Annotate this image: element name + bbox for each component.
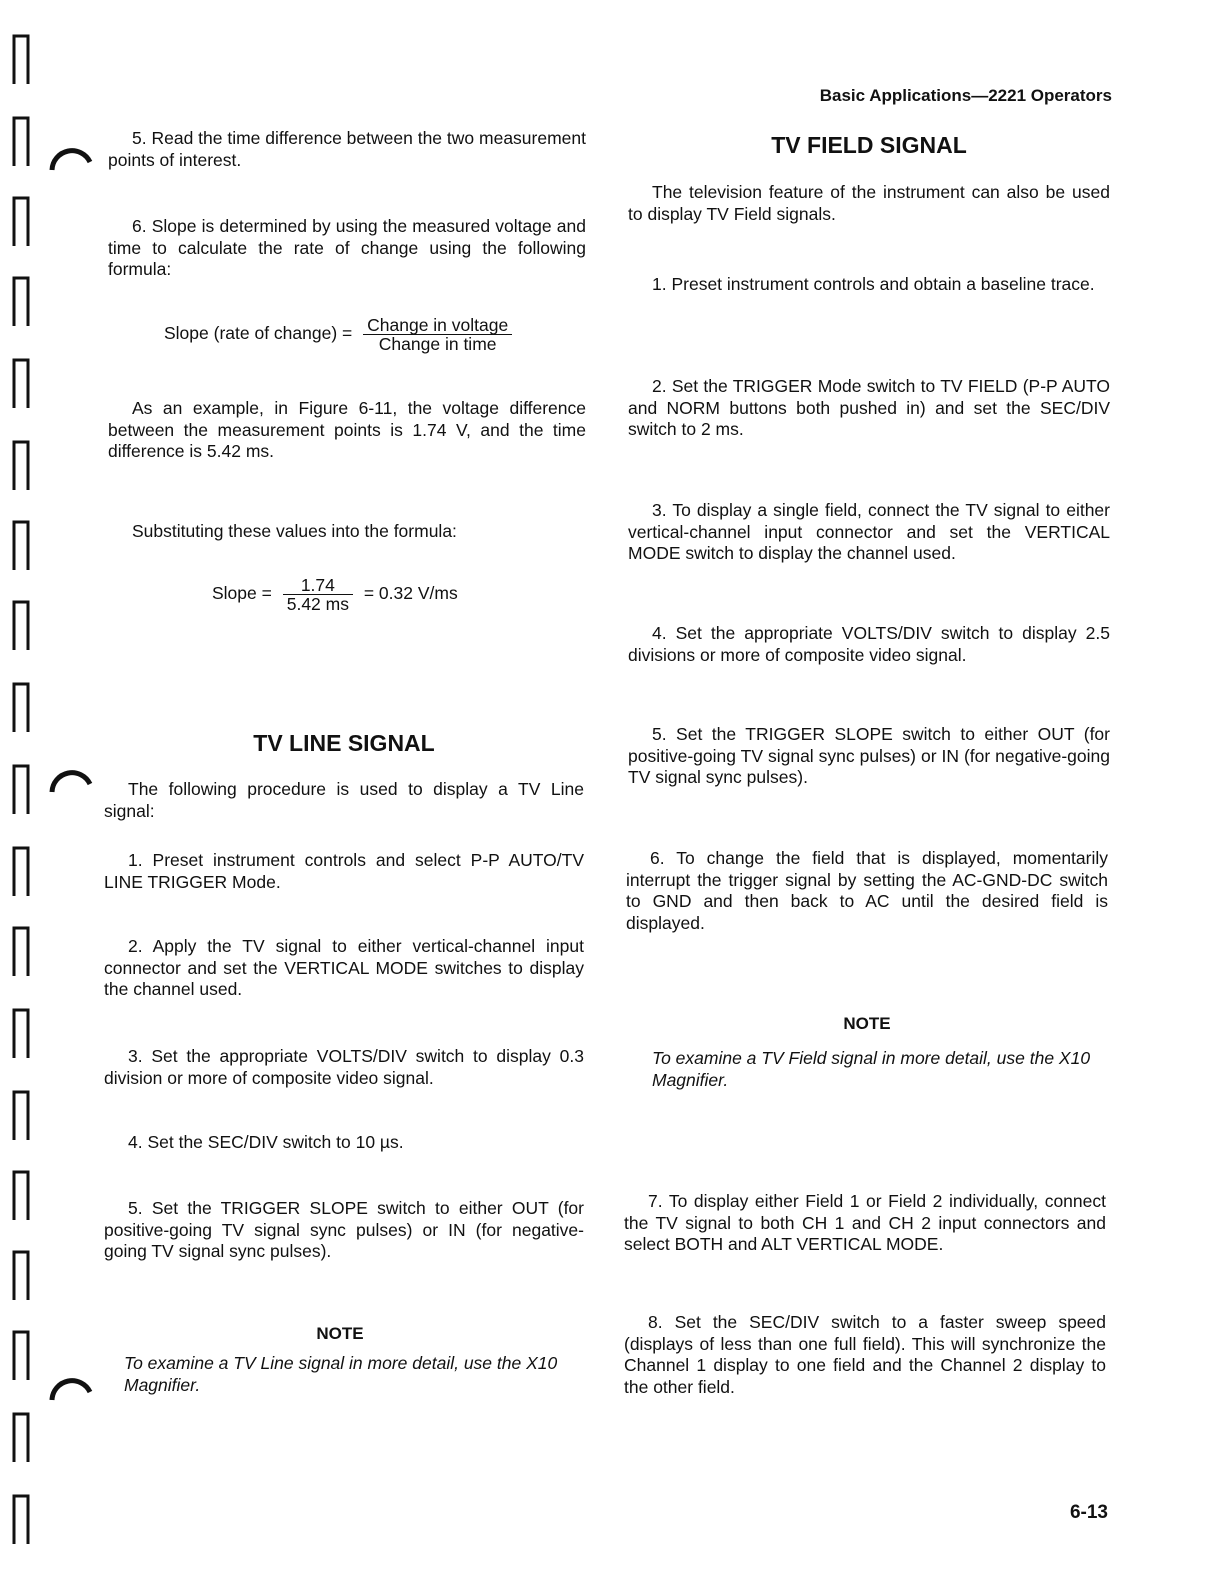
binder-ring-icon — [10, 1326, 32, 1382]
binder-ring-icon — [10, 112, 32, 168]
binder-ring-icon — [10, 272, 32, 328]
tv-field-heading: TV FIELD SIGNAL — [771, 132, 967, 158]
tv-line-note-title: NOTE — [316, 1324, 364, 1343]
tv-field-step-5: 5. Set the TRIGGER SLOPE switch to either OUT (for positive-going TV signal sync pulses) or IN (for negative-going TV signal sync pulses). — [628, 724, 1110, 787]
tv-field-step-3: 3. To display a single field, connect the TV signal to either vertical-channel input connector and set the VERTICAL MODE switch to display the channel used. — [628, 500, 1110, 563]
calc-lhs: Slope = — [212, 583, 272, 604]
calc-result: = 0.32 V/ms — [363, 583, 458, 604]
tv-field-note-title: NOTE — [843, 1014, 891, 1033]
tv-field-step-8: 8. Set the SEC/DIV switch to a faster sweep speed (displays of less than one full field). This will synchronize the Channel 1 display to one field and the Channel 2 display to the other field. — [624, 1312, 1106, 1397]
tv-field-note-text: To examine a TV Field signal in more detail, use the X10 Magnifier. — [652, 1048, 1091, 1090]
binder-ring-icon — [10, 1246, 32, 1302]
tv-field-intro: The television feature of the instrument can also be used to display TV Field signals. — [628, 182, 1110, 224]
tv-line-heading: TV LINE SIGNAL — [253, 730, 435, 756]
slope-calculation — [212, 576, 458, 613]
tv-field-step-2: 2. Set the TRIGGER Mode switch to TV FIELD (P-P AUTO and NORM buttons both pushed in) and set the SEC/DIV switch to 2 ms. — [628, 376, 1110, 439]
tv-line-step-3: 3. Set the appropriate VOLTS/DIV switch to display 0.3 division or more of composite video signal. — [104, 1046, 584, 1088]
calc-denominator: 5.42 ms — [286, 594, 349, 614]
left-step-5: 5. Read the time difference between the two measurement points of interest. — [108, 128, 586, 170]
tv-field-step-1: 1. Preset instrument controls and obtain a baseline trace. — [652, 274, 1095, 294]
binder-ring-icon — [10, 596, 32, 652]
binder-ring-icon — [10, 1408, 32, 1464]
punch-hole-icon — [46, 1370, 94, 1418]
tv-field-step-7: 7. To display either Field 1 or Field 2 individually, connect the TV signal to both CH 1 and CH 2 input connectors and select BOTH and ALT VERTICAL MODE. — [624, 1191, 1106, 1254]
slope-formula — [164, 316, 518, 353]
tv-field-step-4: 4. Set the appropriate VOLTS/DIV switch to display 2.5 divisions or more of composite video signal. — [628, 623, 1110, 665]
binder-ring-icon — [10, 354, 32, 410]
tv-line-step-5: 5. Set the TRIGGER SLOPE switch to either OUT (for positive-going TV signal sync pulses) or IN (for negative-going TV signal sync pulses). — [104, 1198, 584, 1261]
binder-ring-icon — [10, 678, 32, 734]
tv-line-intro: The following procedure is used to display a TV Line signal: — [104, 779, 584, 821]
tv-line-note-text: To examine a TV Line signal in more detail, use the X10 Magnifier. — [124, 1353, 558, 1395]
formula-numerator: Change in voltage — [363, 316, 512, 335]
formula-denominator: Change in time — [378, 334, 497, 354]
binder-ring-icon — [10, 1004, 32, 1060]
binder-ring-icon — [10, 436, 32, 492]
tv-line-step-4: 4. Set the SEC/DIV switch to 10 µs. — [128, 1132, 404, 1152]
tv-line-step-1: 1. Preset instrument controls and select P-P AUTO/TV LINE TRIGGER Mode. — [104, 850, 584, 892]
binder-ring-icon — [10, 516, 32, 572]
left-step-6: 6. Slope is determined by using the measured voltage and time to calculate the rate of change using the following formula: — [108, 216, 586, 279]
example-paragraph: As an example, in Figure 6-11, the voltage difference between the measurement points is 1.74 V, and the time difference is 5.42 ms. — [108, 398, 586, 461]
tv-line-step-2: 2. Apply the TV signal to either vertical-channel input connector and set the VERTICAL MODE switches to display the channel used. — [104, 936, 584, 999]
calc-fraction — [283, 576, 353, 613]
running-head: Basic Applications—2221 Operators — [819, 86, 1112, 105]
calc-numerator: 1.74 — [283, 576, 353, 595]
substituting-text: Substituting these values into the formula: — [132, 521, 457, 541]
binder-ring-icon — [10, 922, 32, 978]
punch-hole-icon — [46, 762, 94, 810]
binder-ring-icon — [10, 760, 32, 816]
binder-ring-icon — [10, 30, 32, 86]
binder-ring-icon — [10, 1490, 32, 1546]
tv-field-step-6: 6. To change the field that is displayed, momentarily interrupt the trigger signal by setting the AC-GND-DC switch to GND and then back to AC until the desired field is displayed. — [626, 848, 1108, 933]
binder-ring-icon — [10, 1166, 32, 1222]
formula-lhs: Slope (rate of change) = — [164, 323, 353, 344]
punch-hole-icon — [46, 140, 94, 188]
binder-ring-icon — [10, 842, 32, 898]
binder-ring-icon — [10, 192, 32, 248]
binder-ring-icon — [10, 1086, 32, 1142]
formula-fraction — [363, 316, 512, 353]
page-number: 6-13 — [1069, 1502, 1108, 1523]
